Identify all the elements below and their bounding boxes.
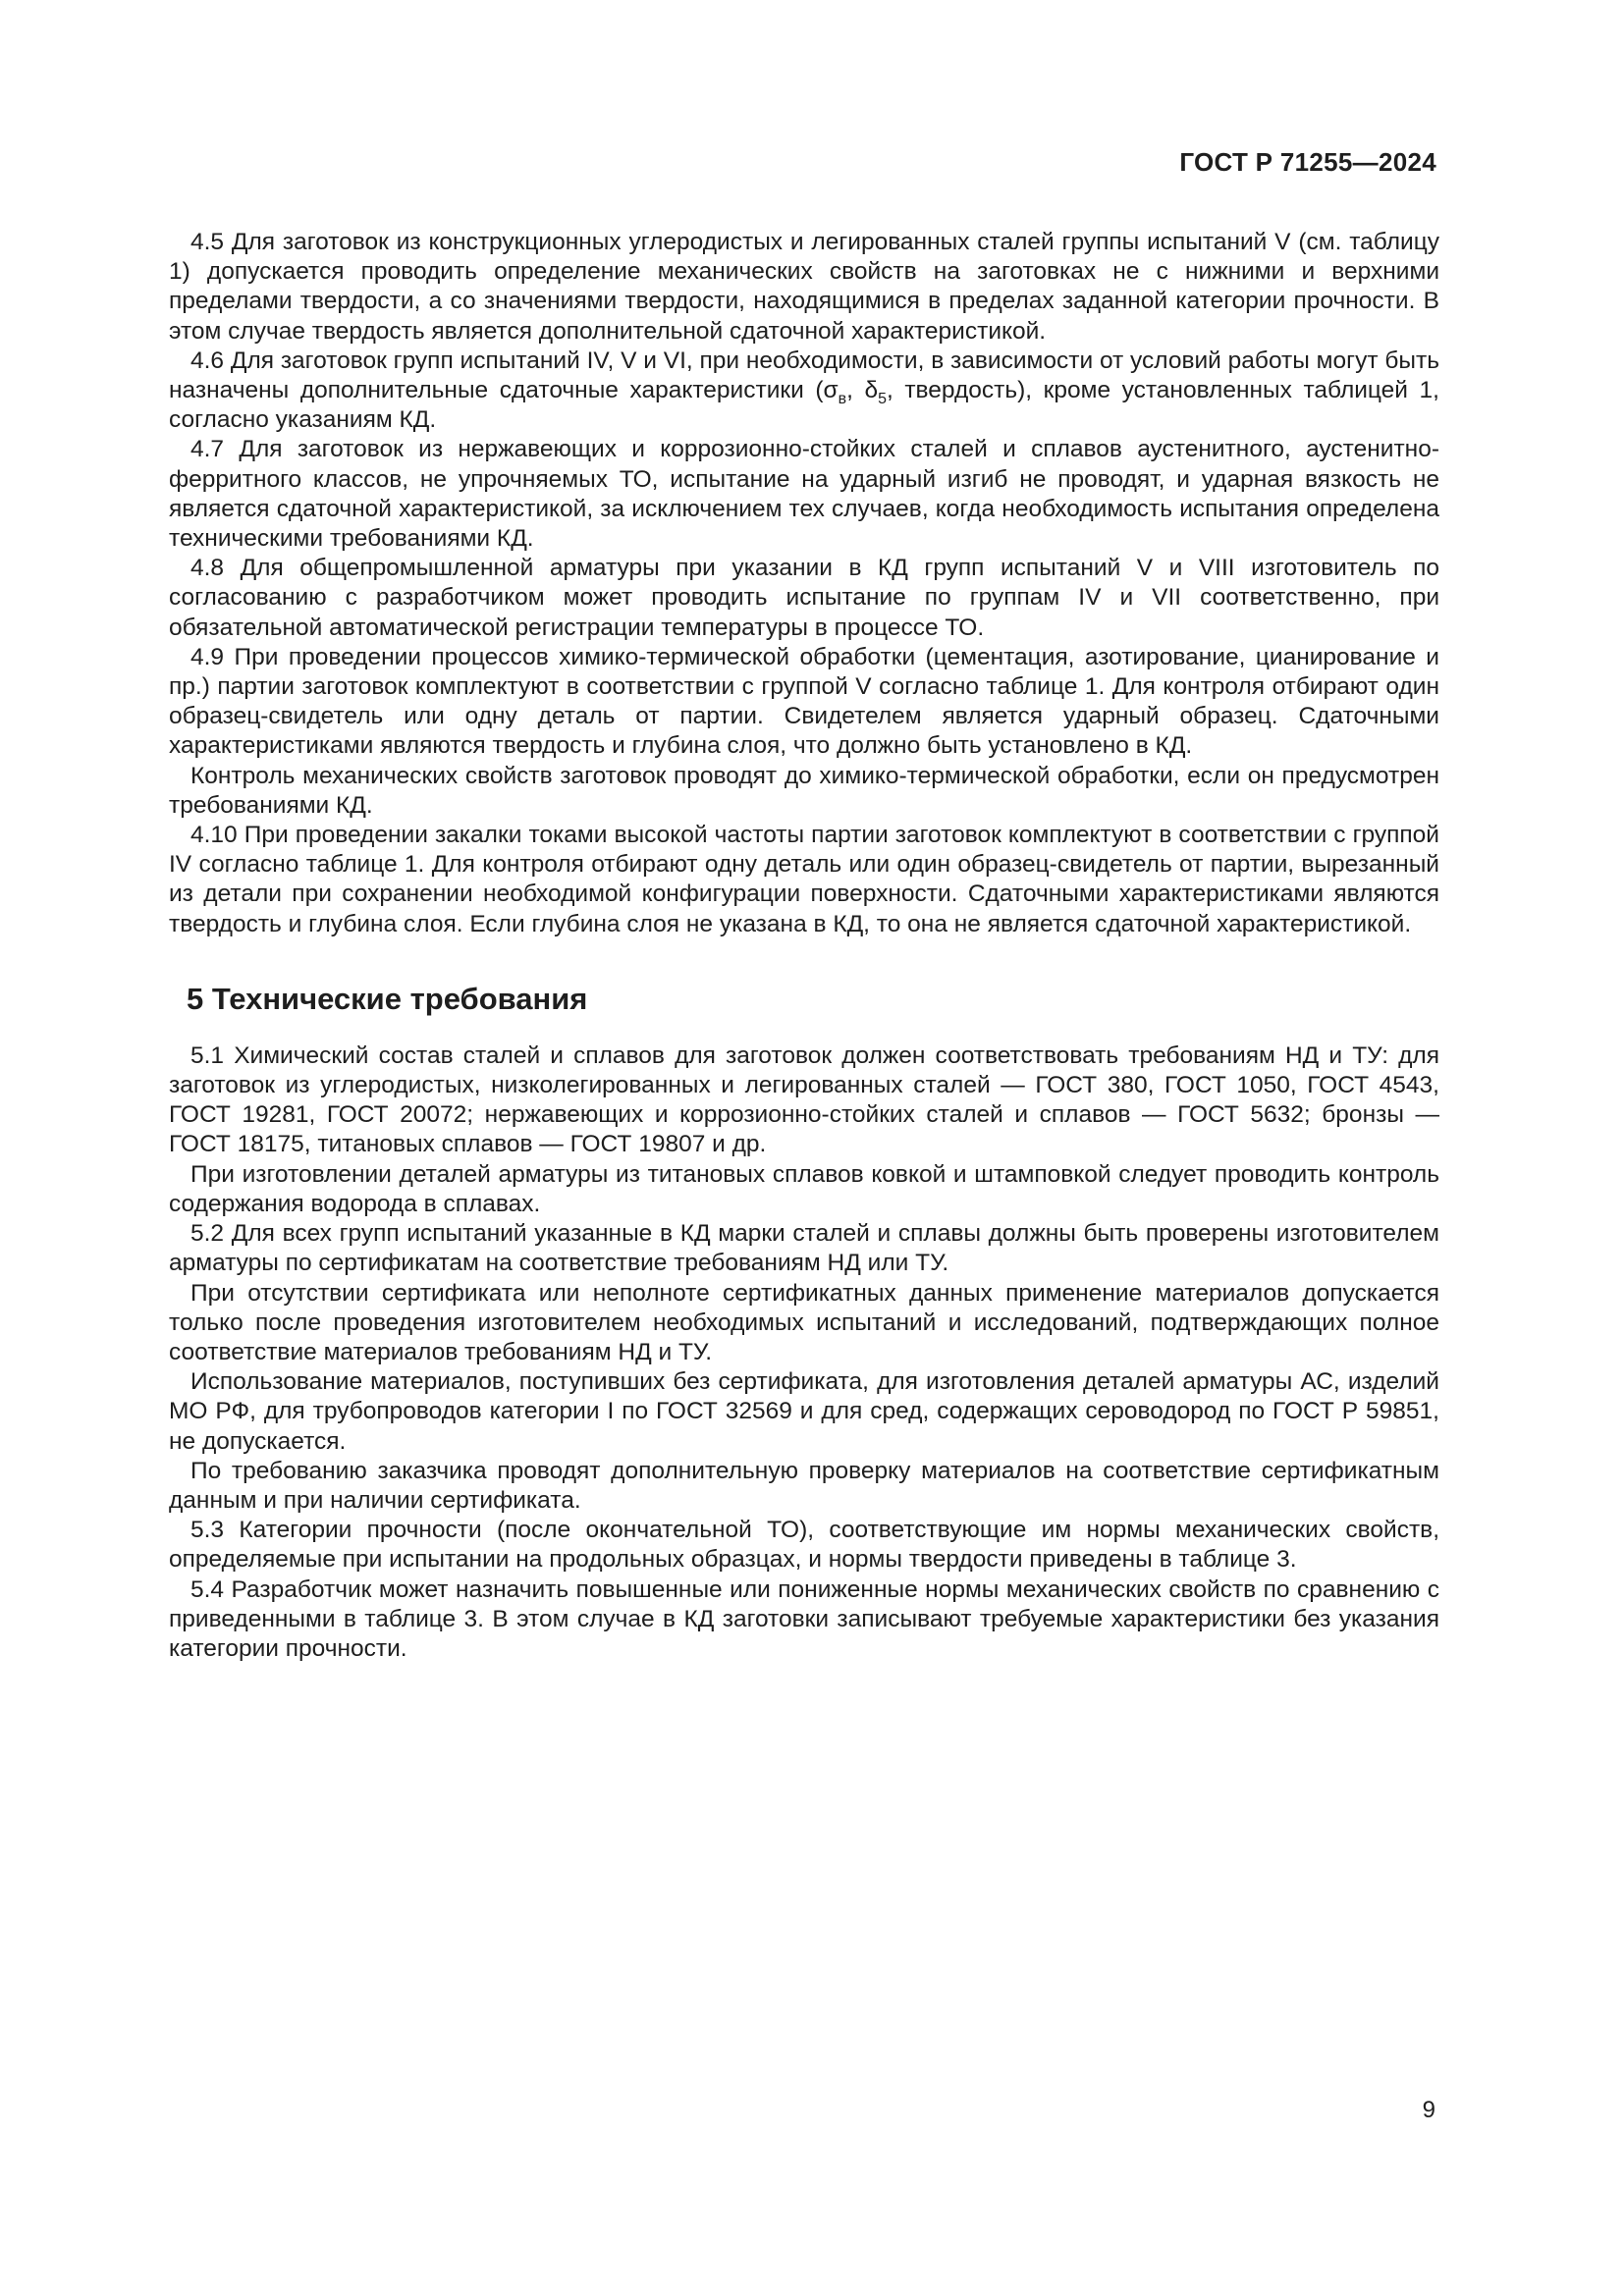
paragraph-5-2-customer: По требованию заказчика проводят дополнительную проверку материалов на соответствие сертификатным данным и при наличии сертификата.	[169, 1457, 1439, 1514]
sigma-subscript: в	[838, 390, 847, 407]
paragraph-5-2-materials: Использование материалов, поступивших без сертификата, для изготовления деталей арматуры АС, изделий МО РФ, для трубопроводов категории I по ГОСТ 32569 и для сред, содержащих сероводород по ГОСТ Р 59851, не допускается.	[169, 1368, 1439, 1455]
paragraph-5-1-continued: При изготовлении деталей арматуры из титановых сплавов ковкой и штамповкой следует проводить контроль содержания водорода в сплавах.	[169, 1160, 1439, 1217]
paragraph-4-6-text-after: , твердость), кроме установленных таблицей 1, согласно указаниям КД.	[169, 377, 1439, 434]
paragraph-4-9: 4.9 При проведении процессов химико-термической обработки (цементация, азотирование, цианирование и пр.) партии заготовок комплектуют в соответствии с группой V согласно таблице 1. Для контроля отбирают один образец-свидетель или одну деталь от партии. Свидетелем является ударный образец. Сдаточными характеристиками являются твердость и глубина слоя, что должно быть установлено в КД.	[169, 643, 1439, 760]
paragraph-4-7: 4.7 Для заготовок из нержавеющих и коррозионно-стойких сталей и сплавов аустенитного, аустенитно-ферритного классов, не упрочняемых ТО, испытание на ударный изгиб не проводят, и ударная вязкость не является сдаточной характеристикой, за исключением тех случаев, когда необходимость испытания определена техническими требованиями КД.	[169, 436, 1439, 553]
paragraph-5-3: 5.3 Категории прочности (после окончательной ТО), соответствующие им нормы механических свойств, определяемые при испытании на продольных образцах, и нормы твердости приведены в таблице 3.	[169, 1517, 1439, 1574]
paragraph-5-2-continued: При отсутствии сертификата или неполноте сертификатных данных применение материалов допускается только после проведения изготовителем необходимых испытаний и исследований, подтверждающих полное соответствие материалов требованиям НД и ТУ.	[169, 1279, 1439, 1365]
paragraph-4-6	[169, 347, 1439, 436]
paragraph-4-9-continued: Контроль механических свойств заготовок проводят до химико-термической обработки, если он предусмотрен требованиями КД.	[169, 762, 1439, 819]
page-number: 9	[1422, 2097, 1435, 2123]
symbol-separator: ,	[846, 377, 865, 404]
paragraph-4-5: 4.5 Для заготовок из конструкционных углеродистых и легированных сталей группы испытаний V (см. таблицу 1) допускается проводить определение механических свойств на заготовках не с нижними и верхними пределами твердости, а со значениями твердости, находящимися в пределах заданной категории прочности. В этом случае твердость является дополнительной сдаточной характеристикой.	[169, 229, 1439, 345]
paragraph-5-1: 5.1 Химический состав сталей и сплавов для заготовок должен соответствовать требованиям НД и ТУ: для заготовок из углеродистых, низколегированных и легированных сталей — ГОСТ 380, ГОСТ 1050, ГОСТ 4543, ГОСТ 19281, ГОСТ 20072; нержавеющих и коррозионно-стойких сталей и сплавов — ГОСТ 5632; бронзы — ГОСТ 18175, титановых сплавов — ГОСТ 19807 и др.	[169, 1041, 1439, 1158]
paragraph-4-10: 4.10 При проведении закалки токами высокой частоты партии заготовок комплектуют в соответствии с группой IV согласно таблице 1. Для контроля отбирают одну деталь или один образец-свидетель от партии, вырезанный из детали при сохранении необходимой конфигурации поверхности. Сдаточными характеристиками являются твердость и глубина слоя. Если глубина слоя не указана в КД, то она не является сдаточной характеристикой.	[169, 822, 1439, 937]
paragraph-4-8: 4.8 Для общепромышленной арматуры при указании в КД групп испытаний V и VIII изготовитель по согласованию с разработчиком может проводить испытание по группам IV и VII соответственно, при обязательной автоматической регистрации температуры в процессе ТО.	[169, 555, 1439, 641]
document-body	[169, 228, 1439, 1664]
paragraph-5-2: 5.2 Для всех групп испытаний указанные в КД марки сталей и сплавы должны быть проверены изготовителем арматуры по сертификатам на соответствие требованиям НД или ТУ.	[169, 1220, 1439, 1277]
delta-symbol: δ	[864, 377, 879, 404]
section-5-heading: 5 Технические требования	[187, 981, 588, 1016]
delta-subscript: 5	[878, 390, 887, 407]
sigma-symbol: σ	[823, 377, 839, 404]
document-standard-number: ГОСТ Р 71255—2024	[1179, 147, 1436, 177]
paragraph-5-4: 5.4 Разработчик может назначить повышенные или пониженные нормы механических свойств по сравнению с приведенными в таблице 3. В этом случае в КД заготовки записывают требуемые характеристики без указания категории прочности.	[169, 1575, 1439, 1662]
paragraph-4-6-text-before: 4.6 Для заготовок групп испытаний IV, V и VI, при необходимости, в зависимости от условий работы могут быть назначены дополнительные сдаточные характеристики (	[169, 347, 1439, 404]
